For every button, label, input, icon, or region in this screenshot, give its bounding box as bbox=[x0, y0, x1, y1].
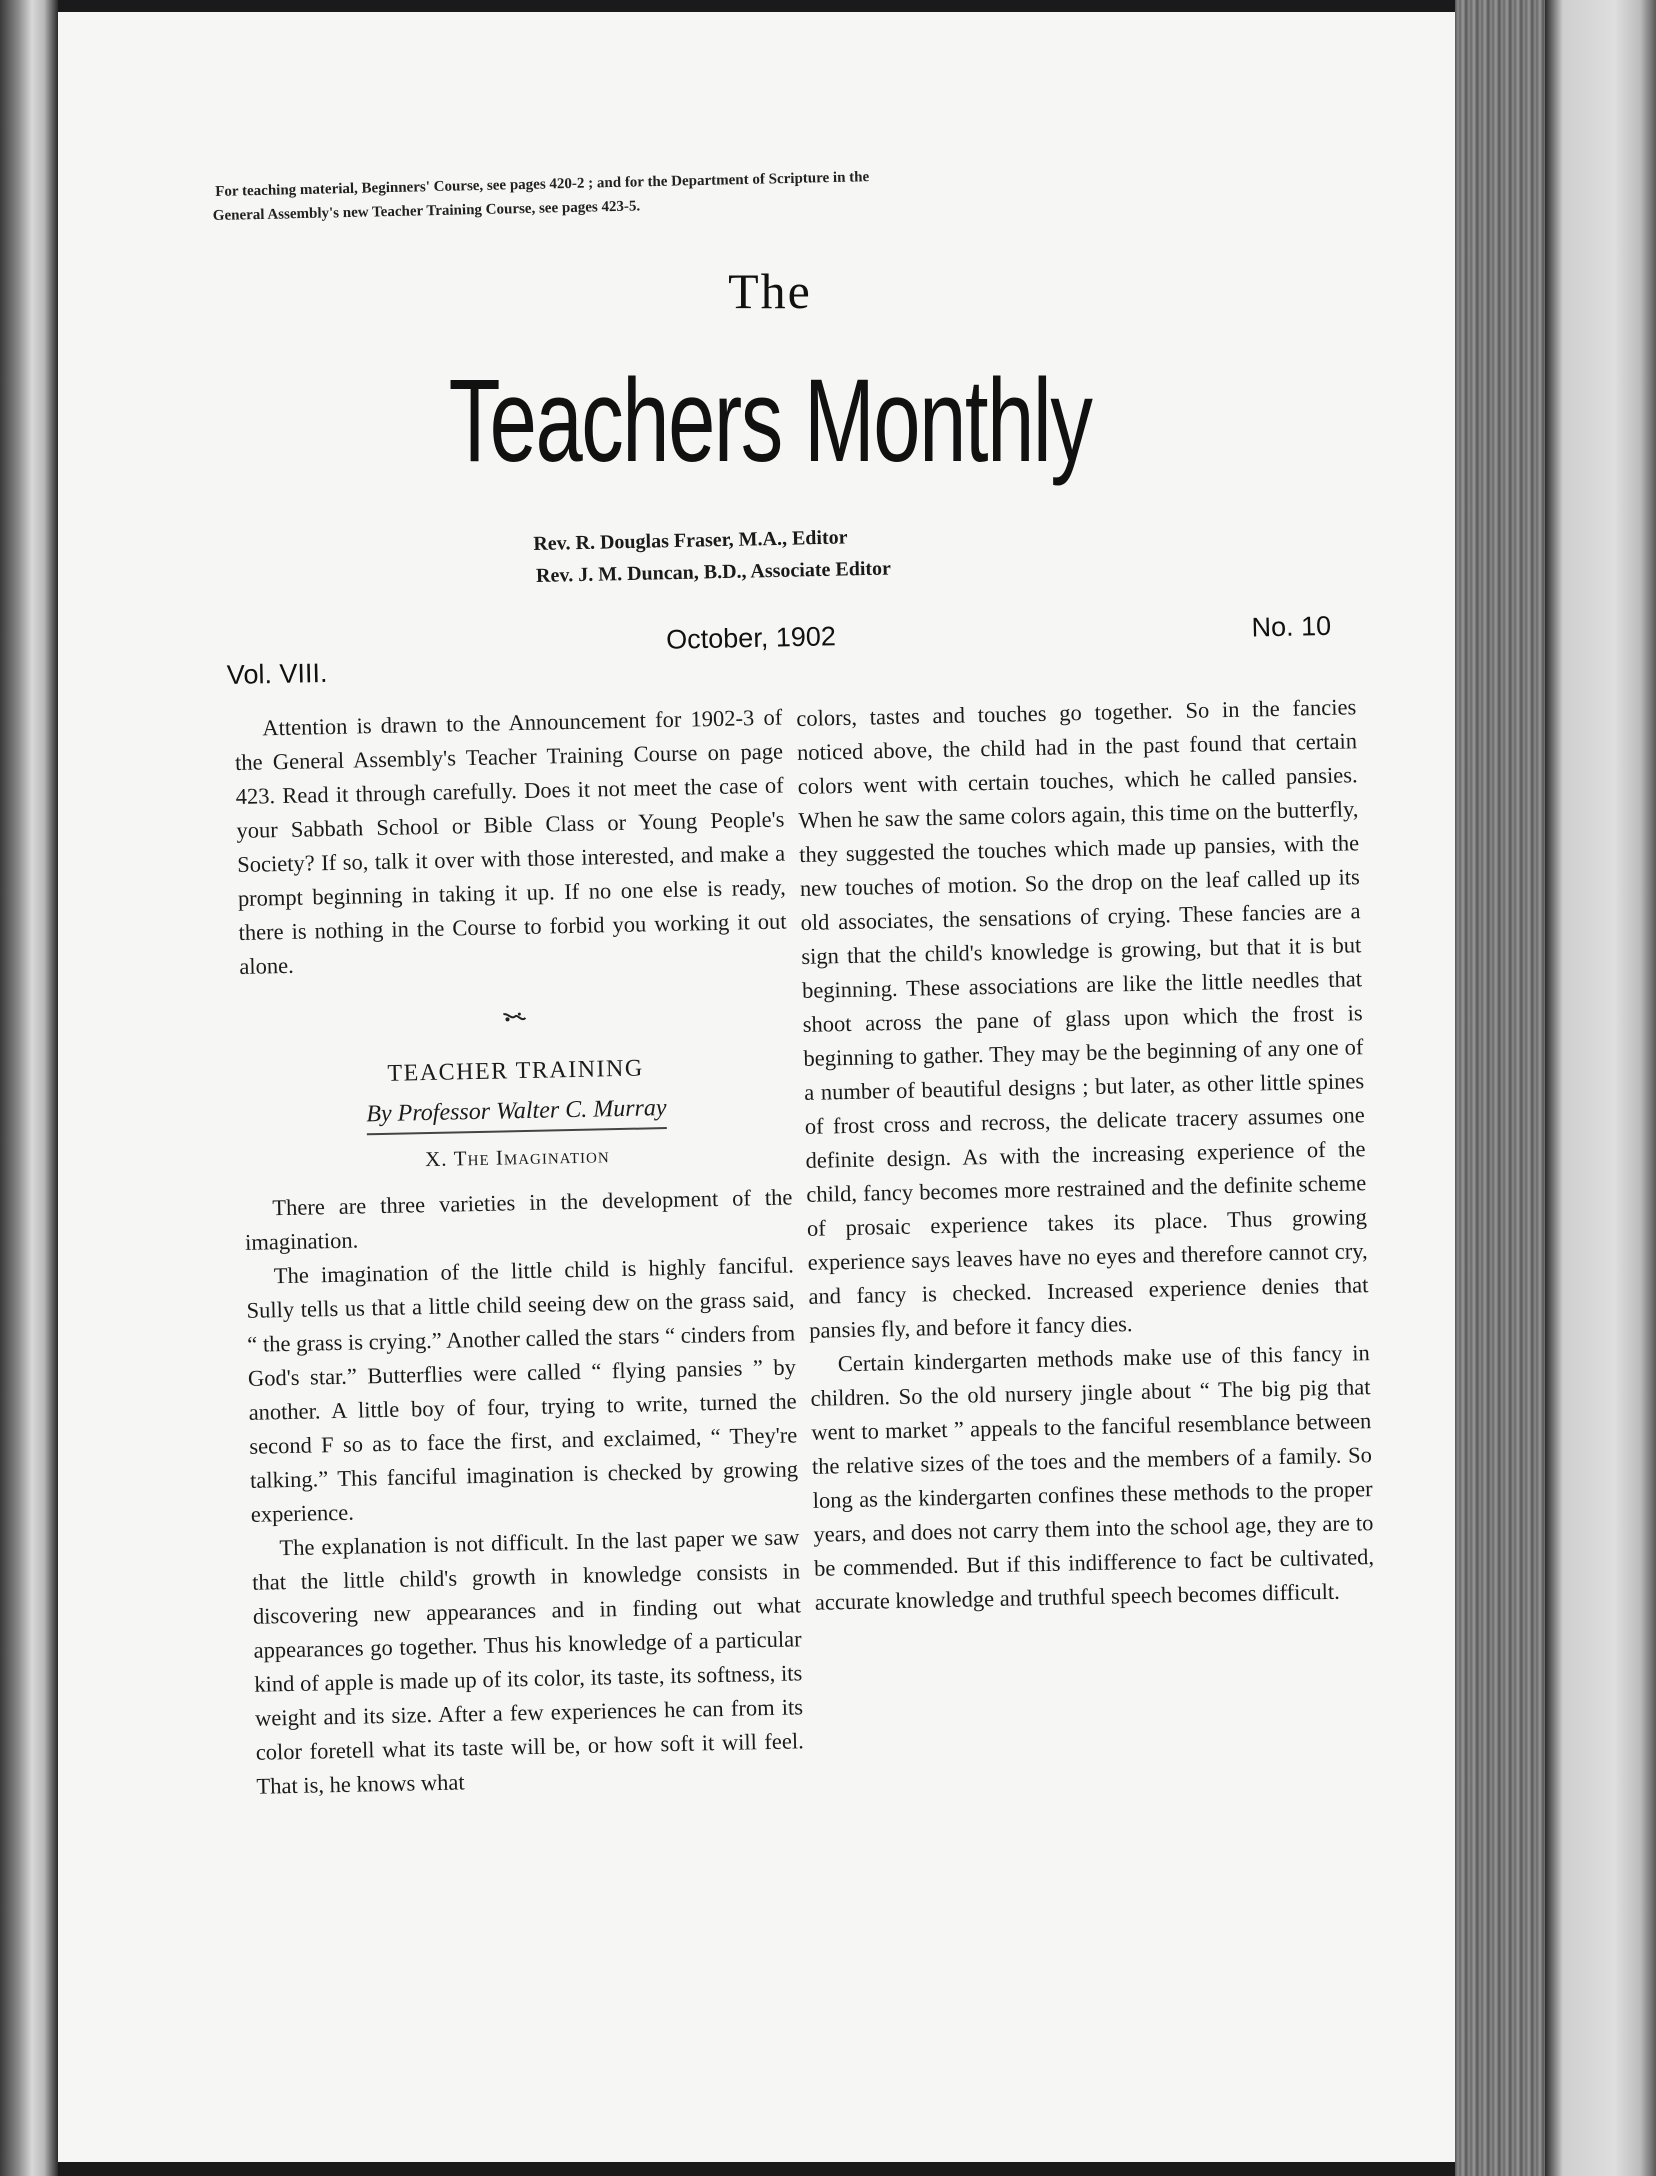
masthead-the: The bbox=[728, 263, 812, 319]
associate-editor-line: Rev. J. M. Duncan, B.D., Associate Editor bbox=[535, 557, 892, 587]
article-paragraph: The imagination of the little child is highly fanciful. Sully tells us that a little child seeing dew on the grass said, “ the grass is crying.” Another called the stars “ cinders from God's star.” Butterflies were called “ flying pansies ” by another. A little boy of four, trying to write, turned the second F so as to face the first, and exclaimed, “ They're talking.” This fanciful imagination is checked by growing experience. bbox=[246, 1252, 799, 1527]
right-column bbox=[796, 690, 1375, 1620]
article-paragraph-continued: colors, tastes and touches go together. So in the fancies noticed above, the child had in the past found that certain colors went with certain touches, which he called pansies. When he saw the same colors again, this time on the butterfly, they suggested the touches which made up pansies, with the new touches of motion. So the drop on the leaf called up its old associates, the sensations of crying. These fancies are a sign that the child's knowledge is growing, but that it is but beginning. These associations are like the little needles that shoot across the pane of glass upon which the frost is beginning to gather. They may be the beginning of any one of a number of beautiful designs ; but later, as other little spines of frost cross and recross, the delicate tracery assumes one definite design. As with the increasing experience of the child, fancy becomes more restrained and the definite scheme of prosaic experience takes its place. Thus growing experience says leaves have no eyes and therefore cannot cry, and fancy is checked. Increased experience denies that pansies fly, and before it fancy dies. bbox=[796, 694, 1369, 1343]
editor-line: Rev. R. Douglas Fraser, M.A., Editor bbox=[533, 526, 848, 555]
section-number: X. bbox=[424, 1146, 448, 1172]
article-paragraph: There are three varieties in the development of the imagination. bbox=[244, 1184, 793, 1255]
leaf-ornament-svg bbox=[501, 1010, 527, 1025]
section-title: The Imagination bbox=[453, 1143, 610, 1171]
leaf-ornament-icon bbox=[240, 994, 789, 1039]
notice-line-2: General Assembly's new Teacher Training Course, see pages 423-5. bbox=[212, 198, 641, 225]
issue-number: No. 10 bbox=[1251, 610, 1332, 643]
announcement-paragraph: Attention is drawn to the Announcement for 1902-3 of the General Assembly's Teacher Training Course on page 423. Read it through carefully. Does it not meet the case of your Sabbath School or Bible Class or Young People's Society? If so, talk it over with those interested, and make a prompt beginning in taking it up. If no one else is ready, there is nothing in the Course to forbid you working it out alone. bbox=[234, 704, 787, 979]
book-cover-edge bbox=[1545, 0, 1656, 2176]
notice-line-1: For teaching material, Beginners' Course, see pages 420-2 ; and for the Department of Scripture in the bbox=[215, 169, 870, 200]
article-paragraph: The explanation is not difficult. In the last paper we saw that the little child's growth in knowledge consists in discovering new appearances and in finding out what appearances go together. Thus his knowledge of a particular kind of apple is made up of its color, its taste, its softness, its weight and its size. After a few experiences he can from its color foretell what its taste will be, or how soft it will feel. That is, he knows what bbox=[251, 1524, 804, 1799]
section-heading bbox=[243, 1134, 792, 1179]
article-title: TEACHER TRAINING bbox=[387, 1055, 644, 1087]
article-byline: By Professor Walter C. Murray bbox=[366, 1095, 667, 1128]
left-column bbox=[234, 701, 805, 1804]
masthead-title: Teachers Monthly bbox=[448, 355, 1092, 487]
book-left-edge bbox=[0, 0, 58, 2176]
issue-date: October, 1902 bbox=[665, 621, 837, 655]
volume-label: Vol. VIII. bbox=[226, 657, 328, 690]
article-paragraph: Certain kindergarten methods make use of this fancy in children. So the old nursery jingle about “ The big pig that went to market ” appeals to the fanciful resemblance between the relative sizes of the toes and the members of a family. So long as the kindergarten confines these methods to the proper years, and does not carry them into the school age, they are to be commended. But if this indifference to fact be cultivated, accurate knowledge and truthful speech becomes difficult. bbox=[810, 1340, 1375, 1615]
editors-block bbox=[533, 515, 1134, 592]
